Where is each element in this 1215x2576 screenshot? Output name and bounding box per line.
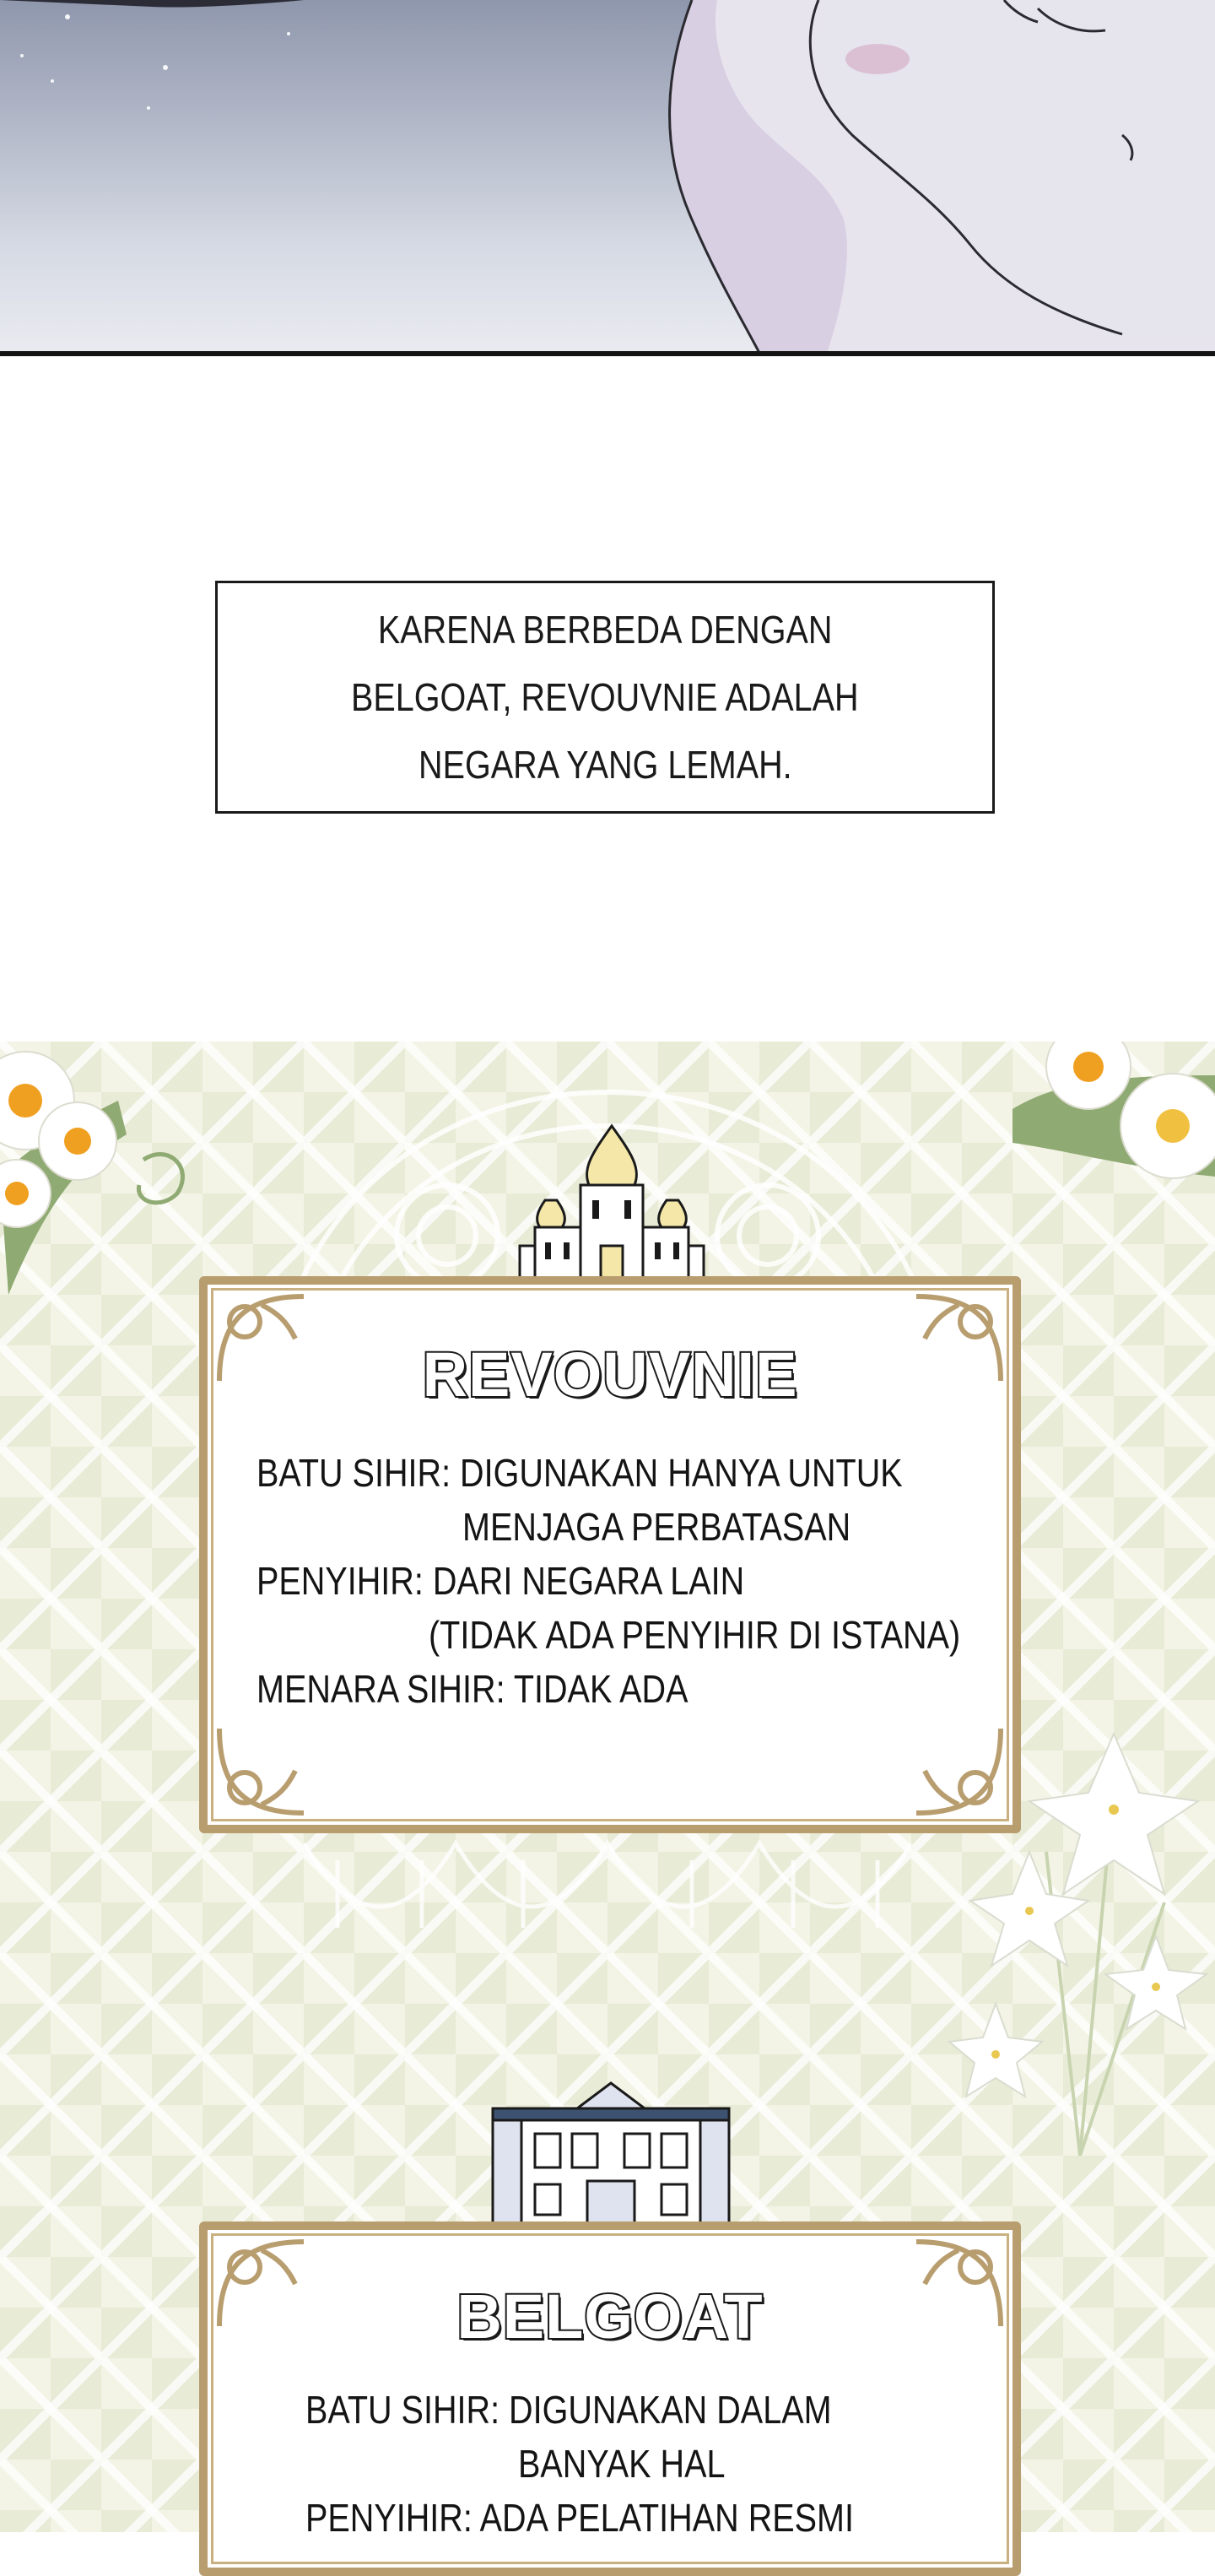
revouvnie-title: REVOUVNIE: [422, 1339, 798, 1410]
top-comic-panel: [0, 0, 1215, 353]
domed-palace-icon: [511, 1119, 712, 1291]
revouvnie-line-4: (TIDAK ADA PENYIHIR DI ISTANA): [429, 1613, 961, 1657]
character-illustration: [0, 0, 1215, 353]
caption-line-1: KARENA BERBEDA DENGAN: [377, 608, 833, 652]
belgoat-line-1: BATU SIHIR: DIGUNAKAN DALAM: [305, 2388, 832, 2432]
belgoat-title: BELGOAT: [456, 2281, 764, 2351]
daisy-flowers-top-left: [0, 1042, 202, 1295]
ornament-corner-icon: [211, 1720, 312, 1821]
revouvnie-info-card: [199, 1276, 1021, 1833]
columned-palace-icon: [486, 2080, 736, 2233]
belgoat-line-3: PENYIHIR: ADA PELATIHAN RESMI: [305, 2496, 854, 2540]
ornament-corner-icon: [908, 1720, 1009, 1821]
revouvnie-line-5: MENARA SIHIR: TIDAK ADA: [256, 1667, 688, 1711]
revouvnie-line-1: BATU SIHIR: DIGUNAKAN HANYA UNTUK: [256, 1451, 903, 1495]
revouvnie-line-2: MENJAGA PERBATASAN: [462, 1505, 851, 1549]
belgoat-line-2: BANYAK HAL: [518, 2442, 726, 2486]
panel-border: [0, 351, 1215, 356]
daisy-flowers-top-right: [1004, 1042, 1215, 1227]
belgoat-info-card: [199, 2222, 1021, 2576]
caption-line-2: BELGOAT, REVOUVNIE ADALAH: [351, 675, 859, 719]
lace-ornament: [304, 1826, 911, 1945]
revouvnie-line-3: PENYIHIR: DARI NEGARA LAIN: [256, 1559, 745, 1603]
caption-line-3: NEGARA YANG LEMAH.: [418, 743, 792, 787]
narration-caption-box: [215, 581, 995, 814]
